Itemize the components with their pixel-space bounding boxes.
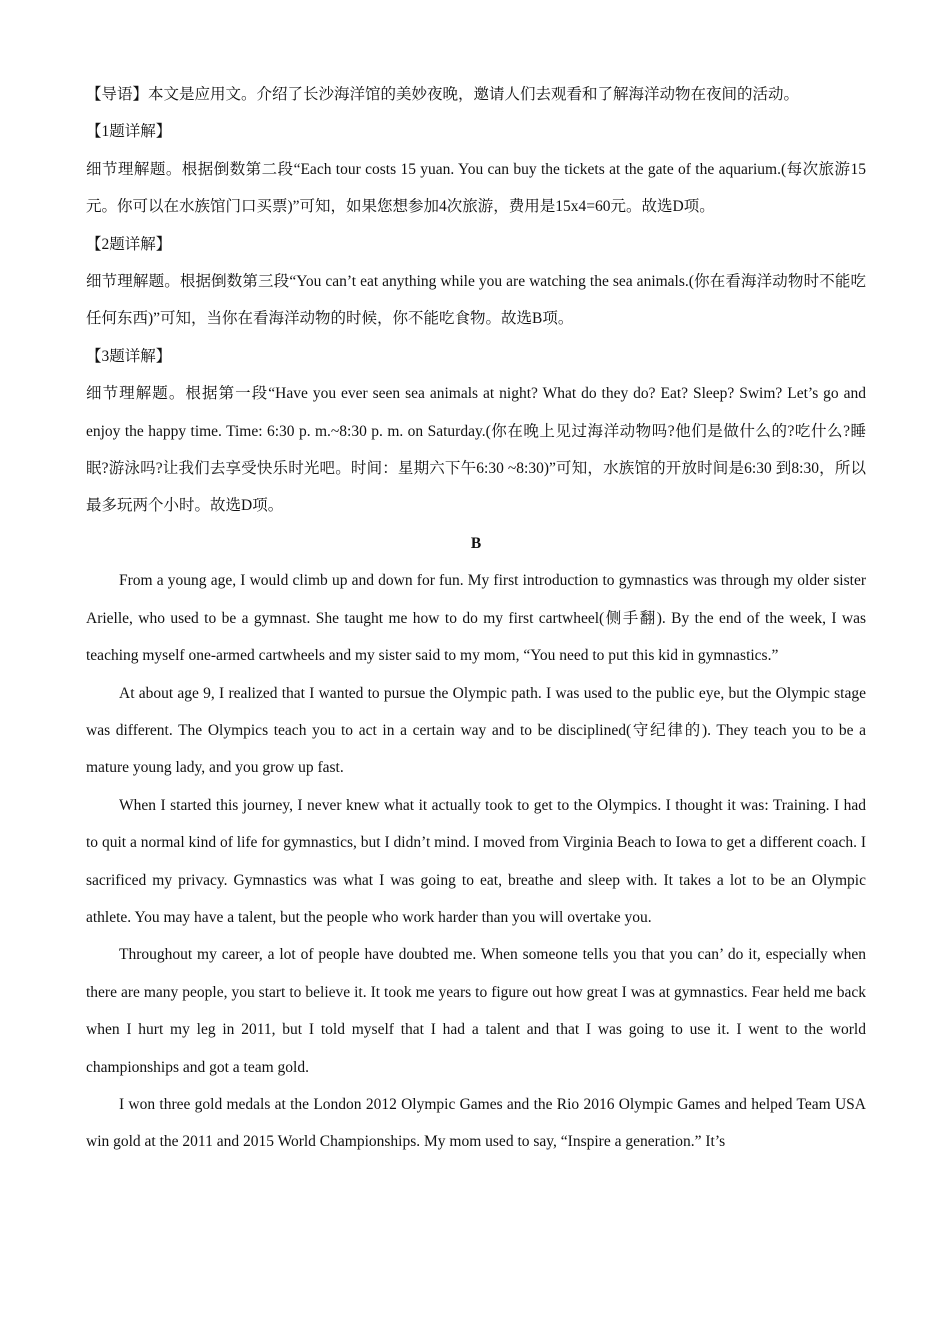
intro-paragraph: 【导语】本文是应用文。介绍了长沙海洋馆的美妙夜晚，邀请人们去观看和了解海洋动物在夜间的活动。: [86, 86, 800, 103]
passage-paragraph: At about age 9, I realized that I wanted to pursue the Olympic path. I was used to the public eye, but the Olympic stage was different. The Olympics teach you to act in a certain way and to be disciplined(守纪律的). They teach you to be a mature young lady, and you grow up fast.: [86, 684, 866, 777]
document-page: [86, 76, 866, 1161]
q3-explanation: 细节理解题。根据第一段“Have you ever seen sea animals at night? What do they do? Eat? Sleep? Swim? Let’s go and enjoy the happy time. Time: 6:30 p. m.~8:30 p. m. on Saturday.(你在晚上见过海洋动物吗?他们是做什么的?吃什么?睡眠?游泳吗?让我们去享受快乐时光吧。时间：星期六下午6:30 ~8:30)”可知，水族馆的开放时间是6:30 到8:30，所以最多玩两个小时。故选D项。: [86, 385, 866, 515]
passage-paragraph: From a young age, I would climb up and down for fun. My first introduction to gymnastics was through my older sister Arielle, who used to be a gymnast. She taught me how to do my first cartwheel(侧手翻). By the end of the week, I was teaching myself one-armed cartwheels and my sister said to my mom, “You need to put this kid in gymnastics.”: [86, 572, 866, 665]
q2-explanation: 细节理解题。根据倒数第三段“You can’t eat anything while you are watching the sea animals.(你在看海洋动物时不能吃任何东西)”可知，当你在看海洋动物的时候，你不能吃食物。故选B项。: [86, 273, 866, 328]
q1-heading: 【1题详解】: [86, 123, 172, 141]
passage-paragraph: Throughout my career, a lot of people have doubted me. When someone tells you that you can’ do it, especially when there are many people, you start to believe it. It took me years to figure out how great I was at gymnastics. Fear held me back when I hurt my leg in 2011, but I told myself that I had a talent and that I was going to use it. I went to the world championships and got a team gold.: [86, 946, 866, 1076]
q2-heading: 【2题详解】: [86, 235, 172, 253]
q1-explanation: 细节理解题。根据倒数第二段“Each tour costs 15 yuan. You can buy the tickets at the gate of the aquarium.(每次旅游15元。你可以在水族馆门口买票)”可知，如果您想参加4次旅游，费用是15x4=60元。故选D项。: [86, 160, 866, 216]
passage-paragraph: When I started this journey, I never knew what it actually took to get to the Olympics. I thought it was: Training. I had to quit a normal kind of life for gymnastics, but I didn’t mind. I moved from Virginia Beach to Iowa to get a different coach. I sacrificed my privacy. Gymnastics was what I was going to eat, breathe and sleep with. It takes a lot to be an Olympic athlete. You may have a talent, but the people who work harder than you will overtake you.: [86, 796, 866, 926]
passage-b-title: B: [470, 534, 482, 552]
passage-paragraph: I won three gold medals at the London 2012 Olympic Games and the Rio 2016 Olympic Games and helped Team USA win gold at the 2011 and 2015 World Championships. My mom used to say, “Inspire a generation.” It’s: [86, 1095, 866, 1151]
q3-heading: 【3题详解】: [86, 347, 172, 365]
